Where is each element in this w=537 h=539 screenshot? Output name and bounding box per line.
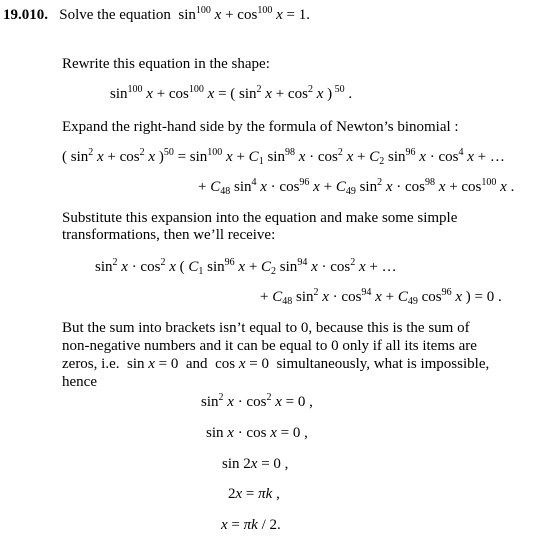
solution-step-3: sin 2x = 0 , bbox=[222, 456, 289, 472]
equation-binomial-1: ( $\sin^2 x + \cos^2 x$ )$^{50} = \sin^{100} x + C_1$ $\sin^{98} x \cdot \cos^2 x + C_2$ $\sin^{96} x \cdot \cos^4 x$ + … bbox=[62, 147, 505, 167]
solution-step-2: sin x · cos x = 0 , bbox=[206, 425, 308, 441]
substitute-text-2: transformations, then we’ll receive: bbox=[62, 227, 276, 243]
expand-text: Expand the right-hand side by the formula of Newton’s binomial : bbox=[62, 119, 459, 135]
equation-substituted-2: + $C_{48}$ $\sin^2 x \cdot \cos^{94} x + C_{49}$ $\cos^{96} x$ ) = 0 . bbox=[260, 287, 502, 307]
solution-step-4: 2x = πk , bbox=[228, 486, 280, 502]
rewrite-text: Rewrite this equation in the shape: bbox=[62, 56, 270, 72]
sum-text-2: non-negative numbers and it can be equal to 0 only if all its items are bbox=[62, 338, 477, 354]
sum-text-3-suffix: simultaneously, what is impossible, bbox=[276, 356, 490, 372]
sum-text-3-prefix: zeros, i.e. bbox=[62, 356, 120, 372]
sum-text-3-mid: and bbox=[185, 356, 208, 372]
sum-text-3: zeros, i.e. sin x = 0 and cos x = 0 simultaneously, what is impossible, bbox=[62, 356, 490, 372]
equation-substituted-1: $\sin^2 x \cdot \cos^2 x$ ( $C_1$ $\sin^{96} x + C_2$ $\sin^{94} x \cdot \cos^2 x$ + … bbox=[95, 257, 397, 277]
problem-header: 19.010. Solve the equation $\sin^{100} x + \cos^{100} x = 1$. bbox=[3, 5, 310, 23]
solution-step-5: x = πk / 2. bbox=[221, 517, 281, 533]
problem-number: 19.010. bbox=[3, 7, 48, 23]
sum-text-1: But the sum into brackets isn’t equal to 0, because this is the sum of bbox=[62, 320, 470, 336]
problem-statement: Solve the equation bbox=[59, 7, 171, 23]
equation-rewrite: $\sin^{100} x + \cos^{100} x$ = ( $\sin^2 x + \cos^2 x$ ) $^{50}$ . bbox=[110, 84, 353, 102]
equation-binomial-2: + $C_{48}$ $\sin^4 x \cdot \cos^{96} x + C_{49}$ $\sin^2 x \cdot \cos^{98} x + \cos^{100} x$ . bbox=[198, 177, 515, 197]
solution-step-1: $\sin^2 x \cdot \cos^2 x = 0$ , bbox=[201, 392, 313, 410]
hence-text: hence bbox=[62, 374, 97, 390]
substitute-text-1: Substitute this expansion into the equation and make some simple bbox=[62, 210, 458, 226]
